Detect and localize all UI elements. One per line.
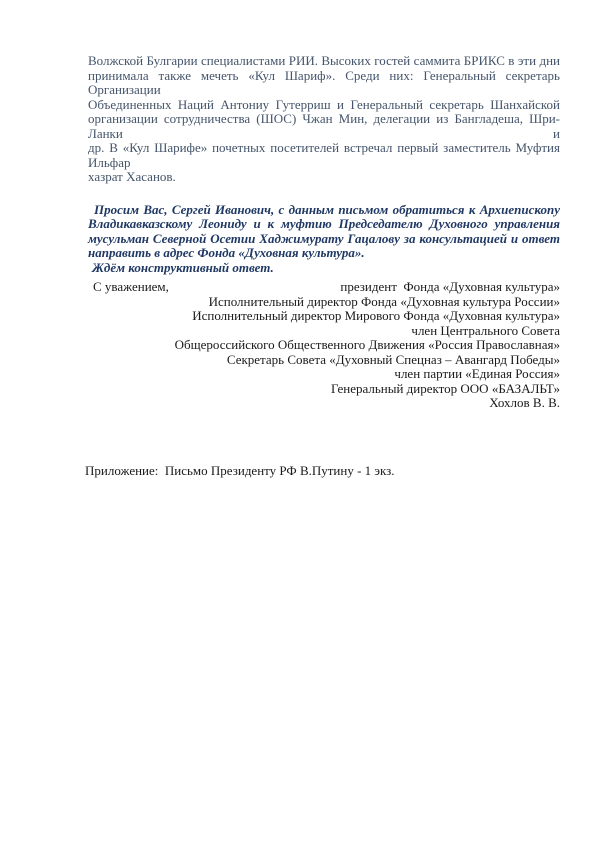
signature-titles	[88, 280, 560, 411]
signature-block	[88, 280, 560, 411]
signature-title-line: Хохлов В. В.	[489, 395, 560, 410]
signature-title-line: член Центрального Совета	[411, 322, 560, 338]
letter-content	[85, 53, 560, 478]
body-text-line: др. В «Кул Шарифе» почетных посетителей встречал первый заместитель Муфтия Ильфар	[88, 140, 560, 170]
signature-title-line: президент Фонда «Духовная культура»	[340, 279, 560, 294]
signature-title-line: Общероссийского Общественного Движения «Россия Православная»	[174, 337, 560, 352]
body-text-line: принимала также мечеть «Кул Шариф». Среди них: Генеральный секретарь Организации	[88, 67, 560, 97]
salutation: С уважением,	[93, 279, 169, 294]
body-text-line: Волжской Булгарии специалистами РИИ. Высоких гостей саммита БРИКС в эти дни	[88, 53, 560, 68]
request-text-line: направить в адрес Фонда «Духовная культура».	[88, 245, 365, 260]
body-paragraph	[88, 54, 560, 185]
signature-title-line: Секретарь Совета «Духовный Спецназ – Авангард Победы»	[226, 351, 560, 367]
signature-title-line: член партии «Единая Россия»	[394, 366, 560, 381]
body-text-line: хазрат Хасанов.	[88, 169, 176, 184]
closing-line: Ждём конструктивный ответ.	[92, 259, 274, 275]
request-paragraph	[88, 203, 560, 261]
request-text-line: Просим Вас, Сергей Иванович, с данным письмом обратиться к Архиепископу	[94, 201, 560, 217]
signature-title-line: Исполнительный директор Мирового Фонда «Духовная культура»	[192, 308, 560, 323]
body-text-line: организации сотрудничества (ШОС) Чжан Мин, делегации из Бангладеша, Шри-Ланки и	[88, 111, 560, 141]
request-text-line: мусульман Северной Осетии Хаджимурату Гацалову за консультацией и ответ	[88, 230, 560, 246]
request-text-line: Владикавказскому Леониду и к муфтию Председателю Духовного управления	[88, 216, 560, 231]
body-text-line: Объединенных Наций Антониу Гутерриш и Генеральный секретарь Шанхайской	[88, 96, 560, 112]
signature-title-line: Исполнительный директор Фонда «Духовная культура России»	[208, 293, 560, 309]
attachment-line: Приложение: Письмо Президенту РФ В.Путину - 1 экз.	[85, 462, 395, 478]
signature-title-line: Генеральный директор ООО «БАЗАЛЬТ»	[330, 380, 560, 396]
